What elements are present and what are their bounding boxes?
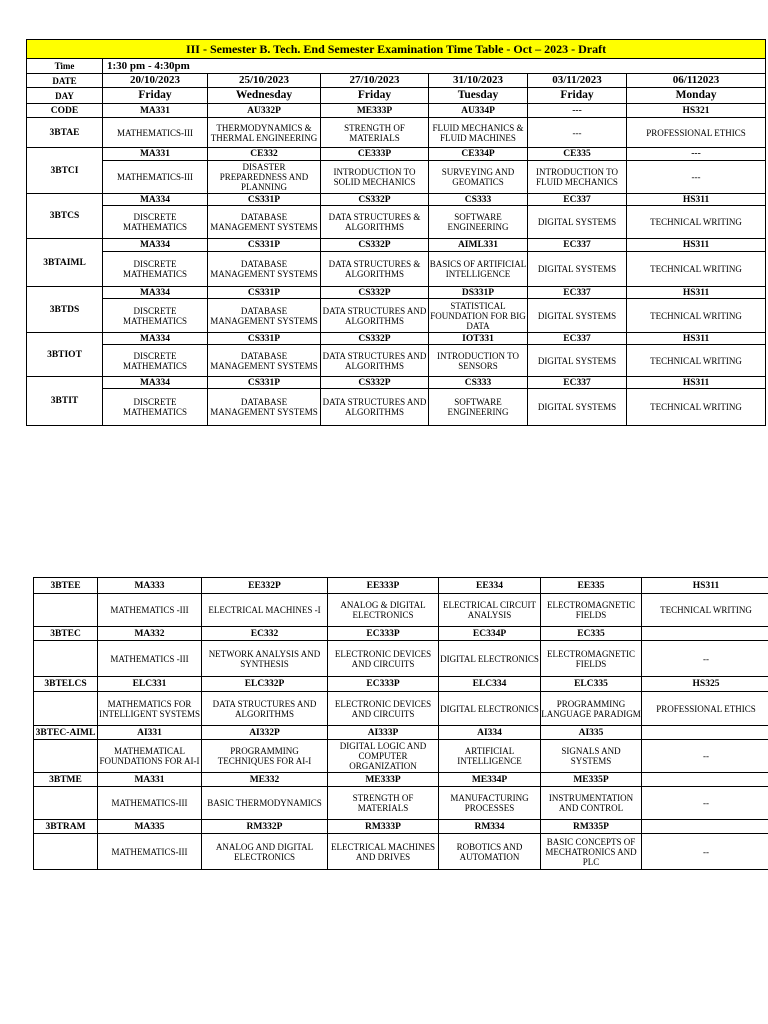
exam-day: Friday xyxy=(321,88,429,104)
course-code: CE333P xyxy=(321,148,429,161)
course-name: DATABASE MANAGEMENT SYSTEMS xyxy=(208,299,321,333)
course-code: CE332 xyxy=(208,148,321,161)
course-code: ME333P xyxy=(321,104,429,118)
course-name: DISCRETE MATHEMATICS xyxy=(103,389,208,426)
course-code: HS321 xyxy=(627,104,766,118)
course-code: CS333 xyxy=(429,377,528,389)
branch-spacer xyxy=(34,641,98,677)
code-label: CODE xyxy=(27,104,103,118)
course-name: TECHNICAL WRITING xyxy=(627,345,766,377)
course-name: MATHEMATICS -III xyxy=(98,594,202,627)
course-name: ELECTRICAL CIRCUIT ANALYSIS xyxy=(439,594,541,627)
course-name: DIGITAL SYSTEMS xyxy=(528,252,627,287)
course-code: AU332P xyxy=(208,104,321,118)
course-code: CE334P xyxy=(429,148,528,161)
exam-date: 03/11/2023 xyxy=(528,74,627,88)
branch-spacer xyxy=(34,787,98,820)
course-code: IOT331 xyxy=(429,333,528,345)
course-name: BASICS OF ARTIFICIAL INTELLIGENCE xyxy=(429,252,528,287)
course-code: CS332P xyxy=(321,287,429,299)
course-name: SURVEYING AND GEOMATICS xyxy=(429,161,528,194)
course-name: DIGITAL SYSTEMS xyxy=(528,299,627,333)
course-name: SIGNALS AND SYSTEMS xyxy=(541,740,642,773)
course-name: DIGITAL ELECTRONICS xyxy=(439,641,541,677)
course-code: RM335P xyxy=(541,820,642,834)
branch-label: 3BTIOT xyxy=(27,333,103,377)
course-name: TECHNICAL WRITING xyxy=(627,389,766,426)
course-name: DATABASE MANAGEMENT SYSTEMS xyxy=(208,345,321,377)
course-code: ELC335 xyxy=(541,677,642,692)
course-code: MA332 xyxy=(98,627,202,641)
course-name: INTRODUCTION TO SOLID MECHANICS xyxy=(321,161,429,194)
course-code: --- xyxy=(528,104,627,118)
course-name: DISCRETE MATHEMATICS xyxy=(103,252,208,287)
course-code: CS331P xyxy=(208,239,321,252)
course-name: ELECTROMAGNETIC FIELDS xyxy=(541,594,642,627)
course-code: AI331 xyxy=(98,726,202,740)
course-name: DATA STRUCTURES AND ALGORITHMS xyxy=(321,389,429,426)
course-name: SOFTWARE ENGINEERING xyxy=(429,389,528,426)
course-code: HS311 xyxy=(627,194,766,206)
course-code: AI332P xyxy=(202,726,328,740)
branch-spacer xyxy=(34,740,98,773)
exam-day: Monday xyxy=(627,88,766,104)
course-code: --- xyxy=(627,148,766,161)
course-code: HS311 xyxy=(627,287,766,299)
course-name: ELECTRONIC DEVICES AND CIRCUITS xyxy=(328,641,439,677)
course-code: RM332P xyxy=(202,820,328,834)
course-name: SOFTWARE ENGINEERING xyxy=(429,206,528,239)
course-name: --- xyxy=(627,161,766,194)
course-code: MA334 xyxy=(103,194,208,206)
branch-label: 3BTELCS xyxy=(34,677,98,692)
course-code: EC333P xyxy=(328,627,439,641)
course-name: DISCRETE MATHEMATICS xyxy=(103,206,208,239)
course-name: ELECTRICAL MACHINES AND DRIVES xyxy=(328,834,439,870)
branch-label: 3BTAIML xyxy=(27,239,103,287)
course-name: TECHNICAL WRITING xyxy=(642,594,768,627)
course-name: DATA STRUCTURES AND ALGORITHMS xyxy=(321,299,429,333)
course-name: DIGITAL SYSTEMS xyxy=(528,389,627,426)
course-name: TECHNICAL WRITING xyxy=(627,299,766,333)
course-code: EC335 xyxy=(541,627,642,641)
course-code: AI333P xyxy=(328,726,439,740)
course-code: MA334 xyxy=(103,333,208,345)
course-code: HS325 xyxy=(642,677,768,692)
course-name: ANALOG & DIGITAL ELECTRONICS xyxy=(328,594,439,627)
course-code: AIML331 xyxy=(429,239,528,252)
course-code: AI335 xyxy=(541,726,642,740)
course-name: ELECTRONIC DEVICES AND CIRCUITS xyxy=(328,692,439,726)
branch-label: 3BTDS xyxy=(27,287,103,333)
course-name: DATA STRUCTURES AND ALGORITHMS xyxy=(202,692,328,726)
course-code: MA333 xyxy=(98,578,202,594)
course-name: MANUFACTURING PROCESSES xyxy=(439,787,541,820)
course-name: THERMODYNAMICS & THERMAL ENGINEERING xyxy=(208,118,321,148)
course-name: FLUID MECHANICS & FLUID MACHINES xyxy=(429,118,528,148)
course-code: HS311 xyxy=(627,377,766,389)
course-code: MA334 xyxy=(103,239,208,252)
course-code: EC334P xyxy=(439,627,541,641)
course-name: ROBOTICS AND AUTOMATION xyxy=(439,834,541,870)
course-name: MATHEMATICAL FOUNDATIONS FOR AI-I xyxy=(98,740,202,773)
course-name: STRENGTH OF MATERIALS xyxy=(321,118,429,148)
course-name: -- xyxy=(642,740,768,773)
course-code: ME334P xyxy=(439,773,541,787)
course-name: DATABASE MANAGEMENT SYSTEMS xyxy=(208,389,321,426)
course-code: CS331P xyxy=(208,194,321,206)
course-code: AU334P xyxy=(429,104,528,118)
course-code: CS332P xyxy=(321,377,429,389)
course-code: ME332 xyxy=(202,773,328,787)
branch-label: 3BTIT xyxy=(27,377,103,426)
course-name: ANALOG AND DIGITAL ELECTRONICS xyxy=(202,834,328,870)
course-name: TECHNICAL WRITING xyxy=(627,252,766,287)
course-code: MA331 xyxy=(98,773,202,787)
course-code: ELC334 xyxy=(439,677,541,692)
course-code xyxy=(642,773,768,787)
course-code: MA331 xyxy=(103,104,208,118)
course-code: ELC332P xyxy=(202,677,328,692)
course-code xyxy=(642,726,768,740)
exam-date: 25/10/2023 xyxy=(208,74,321,88)
course-code: MA334 xyxy=(103,287,208,299)
course-name: MATHEMATICS FOR INTELLIGENT SYSTEMS xyxy=(98,692,202,726)
course-code: CS331P xyxy=(208,333,321,345)
course-name: BASIC CONCEPTS OF MECHATRONICS AND PLC xyxy=(541,834,642,870)
course-name: DATABASE MANAGEMENT SYSTEMS xyxy=(208,206,321,239)
course-code: EC337 xyxy=(528,239,627,252)
date-label: DATE xyxy=(27,74,103,88)
course-name: DIGITAL ELECTRONICS xyxy=(439,692,541,726)
branch-spacer xyxy=(34,692,98,726)
course-code: DS331P xyxy=(429,287,528,299)
course-code: ME335P xyxy=(541,773,642,787)
course-code: HS311 xyxy=(627,333,766,345)
course-code: RM333P xyxy=(328,820,439,834)
course-name: ELECTRICAL MACHINES -I xyxy=(202,594,328,627)
course-name: MATHEMATICS -III xyxy=(98,641,202,677)
course-code: HS311 xyxy=(627,239,766,252)
course-code: AI334 xyxy=(439,726,541,740)
course-name: DISASTER PREPAREDNESS AND PLANNING xyxy=(208,161,321,194)
course-code: EC337 xyxy=(528,194,627,206)
course-name: DATABASE MANAGEMENT SYSTEMS xyxy=(208,252,321,287)
course-name: DISCRETE MATHEMATICS xyxy=(103,299,208,333)
course-name: ELECTROMAGNETIC FIELDS xyxy=(541,641,642,677)
course-name: DATA STRUCTURES AND ALGORITHMS xyxy=(321,345,429,377)
course-code: CS332P xyxy=(321,333,429,345)
course-name: MATHEMATICS-III xyxy=(98,787,202,820)
course-name: PROFESSIONAL ETHICS xyxy=(642,692,768,726)
course-name: INTRODUCTION TO SENSORS xyxy=(429,345,528,377)
branch-label: 3BTEC xyxy=(34,627,98,641)
course-name: --- xyxy=(528,118,627,148)
time-label: Time xyxy=(27,59,103,74)
course-name: PROGRAMMING LANGUAGE PARADIGM xyxy=(541,692,642,726)
top-timetable xyxy=(26,39,766,426)
course-code: ME333P xyxy=(328,773,439,787)
course-name: ARTIFICIAL INTELLIGENCE xyxy=(439,740,541,773)
course-name: STATISTICAL FOUNDATION FOR BIG DATA xyxy=(430,300,526,331)
course-code: HS311 xyxy=(642,578,768,594)
course-name: INSTRUMENTATION AND CONTROL xyxy=(541,787,642,820)
course-name: DIGITAL LOGIC AND COMPUTER ORGANIZATION xyxy=(328,740,439,773)
course-code: ELC331 xyxy=(98,677,202,692)
course-code: MA331 xyxy=(103,148,208,161)
course-code: CS332P xyxy=(321,194,429,206)
bottom-timetable xyxy=(33,577,768,870)
page-title: III - Semester B. Tech. End Semester Examination Time Table - Oct – 2023 - Draft xyxy=(27,40,766,59)
course-code: EC337 xyxy=(528,333,627,345)
branch-label: 3BTME xyxy=(34,773,98,787)
course-name: MATHEMATICS-III xyxy=(103,118,208,148)
course-code: EE335 xyxy=(541,578,642,594)
branch-label: 3BTEC-AIML xyxy=(34,726,98,740)
course-code: EC333P xyxy=(328,677,439,692)
course-name: DIGITAL SYSTEMS xyxy=(528,206,627,239)
course-name: DISCRETE MATHEMATICS xyxy=(103,345,208,377)
course-name: DATA STRUCTURES & ALGORITHMS xyxy=(321,252,429,287)
course-name: INTRODUCTION TO FLUID MECHANICS xyxy=(528,161,627,194)
course-code: CS331P xyxy=(208,377,321,389)
branch-label: 3BTAE xyxy=(27,118,103,148)
course-name: TECHNICAL WRITING xyxy=(627,206,766,239)
course-code: EE334 xyxy=(439,578,541,594)
course-code: EE333P xyxy=(328,578,439,594)
exam-day: Friday xyxy=(528,88,627,104)
course-code: EC332 xyxy=(202,627,328,641)
course-code: MA335 xyxy=(98,820,202,834)
course-code: EE332P xyxy=(202,578,328,594)
branch-label: 3BTEE xyxy=(34,578,98,594)
course-name: PROFESSIONAL ETHICS xyxy=(627,118,766,148)
course-code: RM334 xyxy=(439,820,541,834)
course-name: -- xyxy=(642,787,768,820)
course-name: -- xyxy=(642,641,768,677)
exam-date: 31/10/2023 xyxy=(429,74,528,88)
course-code: CS333 xyxy=(429,194,528,206)
course-name: DATA STRUCTURES & ALGORITHMS xyxy=(321,206,429,239)
course-name: NETWORK ANALYSIS AND SYNTHESIS xyxy=(202,641,328,677)
branch-spacer xyxy=(34,834,98,870)
branch-spacer xyxy=(34,594,98,627)
exam-day: Tuesday xyxy=(429,88,528,104)
exam-date: 06/112023 xyxy=(627,74,766,88)
course-name: MATHEMATICS-III xyxy=(98,834,202,870)
course-name: -- xyxy=(642,834,768,870)
course-code xyxy=(642,627,768,641)
course-name: MATHEMATICS-III xyxy=(103,161,208,194)
branch-label: 3BTRAM xyxy=(34,820,98,834)
exam-date: 27/10/2023 xyxy=(321,74,429,88)
course-code: CE335 xyxy=(528,148,627,161)
course-name: STRENGTH OF MATERIALS xyxy=(328,787,439,820)
branch-label: 3BTCS xyxy=(27,194,103,239)
course-code: CS332P xyxy=(321,239,429,252)
course-name: PROGRAMMING TECHNIQUES FOR AI-I xyxy=(202,740,328,773)
exam-day: Friday xyxy=(103,88,208,104)
exam-day: Wednesday xyxy=(208,88,321,104)
course-code: CS331P xyxy=(208,287,321,299)
course-code: MA334 xyxy=(103,377,208,389)
exam-date: 20/10/2023 xyxy=(103,74,208,88)
branch-label: 3BTCI xyxy=(27,148,103,194)
course-name: BASIC THERMODYNAMICS xyxy=(202,787,328,820)
time-value: 1:30 pm - 4:30pm xyxy=(103,59,766,74)
course-code: EC337 xyxy=(528,377,627,389)
day-label: DAY xyxy=(27,88,103,104)
course-code xyxy=(642,820,768,834)
course-code: EC337 xyxy=(528,287,627,299)
course-name: DIGITAL SYSTEMS xyxy=(528,345,627,377)
